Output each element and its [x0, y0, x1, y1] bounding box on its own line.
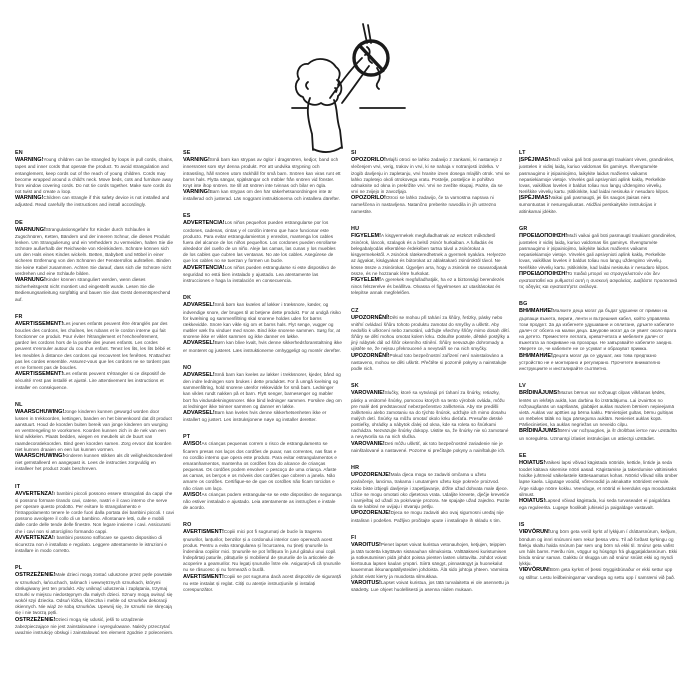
warning-paragraph-2: [183, 492, 342, 512]
warning-text: Lapsed võivad kägistada, kui seda turvaseadet ei paigaldata ega reguleerita. Lugege hoolikalt juhiseid ja paigaldage vastavalt.: [519, 497, 671, 511]
warning-label: BRĪDINĀJUMS!: [519, 428, 560, 435]
language-code: EN: [15, 150, 23, 156]
warning-text: Små barn kan strypas av öglor i dragsnören, kedjor, band och innersnöret som styr denna produkt. För att undvika strypning och intrassling, håll snören utom räckhåll för små barn. Snören kan viras runt ett barns hals. Flytta sängar, spjälsängar och möbler från snören vid fönster. Knyt inte ihop snören. Se till att snören inte tvinnas och bilar en ögla.: [183, 157, 341, 188]
warning-label: WAARSCHUWING!: [15, 408, 65, 415]
warning-paragraph-2: [351, 510, 510, 524]
warning-paragraph-1: [183, 157, 342, 189]
language-code: ES: [183, 213, 191, 220]
warning-block-no: [183, 365, 342, 424]
warning-text: Mazus bērnus var nožņaugt cilpas vilkšanas ķēdēs, lentēs un iekšējā auklā, kas darbina šo izstrādājumu. Lai izvairītos no nožņaugšanās un sapīšanās, glabājiet auklas maziem bērniem nepieejamā vietā. Auklas var aptīties ap bērna kaklu. Pārvietojiet gultas, bērnu gultiņas un mēbeles tālāk no logu pārseguma auklām. Nesieniet auklas kopā. Pārliecinieties, ka auklas negriežas un neveido cilpu.: [519, 390, 675, 428]
warning-block-nl: [15, 402, 174, 473]
warning-block-fr: [15, 314, 174, 391]
warning-paragraph-1: [15, 572, 174, 616]
strangulation-hazard-illustration: [250, 0, 500, 160]
warning-label: BRĪDINĀJUMS!: [519, 390, 560, 397]
warning-label: VAROVANIE!: [351, 440, 385, 447]
warning-label: UPOZORNĚNÍ!: [351, 352, 390, 359]
warning-paragraph-2: [15, 453, 174, 473]
column-2: [183, 150, 342, 647]
warning-text: Små børn kan kvæles af løkker i træksnore, kæder, og indvendige snore, der bruges til at betjene dette produkt. For at undgå risiko for kvælning og sammenfiltring skal snorene holdes uden for børns rækkevidde. Snore kan vikle sig om et barns hals. Flyt senge, vugger og møbler væk fra vinduer med snore. Bind ikke snorene sammen. Sørg for, at snorene ikke er viklet sammen og ikke danner en løkke.: [183, 302, 341, 340]
warning-text: Deti môžu uškrtiť, ak toto bezpečnostné zariadenie nie je nainštalované a nastavené. Pozorne si prečítajte pokyny a nainštalujte ich.: [351, 440, 506, 453]
warning-label: OSTRZEŻENIE!: [15, 616, 56, 623]
warning-text: Children can strangle if this safety device is not installed and adjusted. Read carefully the instructions and install accordingly.: [15, 195, 170, 208]
language-code: IS: [519, 522, 525, 529]
warning-paragraph-1: [519, 157, 678, 195]
warning-text: Mala djeca mogu se zadaviti omčama u užetu povlačenje, lancima, trakama i unutarnjem užetu koje pokreće proizvod. Kako biste izbjegli davljenje i zapetljavanje, držite užad dohvata male djece. Užice se mogu omotati oko djetetova vrata. Udaljite krevete, dječje krevetiće i namještaj od užadi za pokrivanje prozora. Ne spajajte užad zajedno. Pazite da se kablovi ne uvijaju i stvaraju petlju.: [351, 472, 510, 510]
warning-text: Lapset voivat kuristua, jos tätä turvalaitetta ei ole asennettu ja säädetty. Lue ohjeet huolellisesti ja asenna niiden mukaan.: [351, 579, 509, 593]
warning-label: OPOZORILO!: [351, 195, 386, 202]
warning-paragraph-1: [519, 529, 678, 567]
warning-paragraph-2: [519, 428, 678, 442]
warning-label: ADVARSEL!: [183, 302, 215, 309]
warning-label: VAROITUS!: [351, 541, 381, 548]
warning-paragraph-1: [519, 460, 678, 498]
warning-text: Dzieci mogą się udusić, jeśli to urządzenie zabezpieczające nie jest zainstalowane i wyregulowane. Należy przeczytać uważnie instrukcję obsługi i zainstalować ten element zgodnie z poleceniem.: [15, 616, 174, 636]
warning-label: WARNUNG!: [15, 276, 46, 283]
language-code: PL: [15, 565, 23, 572]
warning-text: Les jeunes enfants peuvent être étranglés par des boucles des cordons, les chaînes, les rubans et le cordon interne qui fait fonctionner ce produit. Pour éviter l'étranglement et l'enchevêtrement, gardez les cordons hors de la portée des jeunes enfants. Les cordes peuvent s'enrouler autour du cou d'un enfant. Tenez les lits, les lits bébé et les meubles à distance des cordons qui recouvrent les fenêtres. N'attachez pas les cordes ensemble. Assurez-vous que les cordons ne se tordent pas et ne forment pas de boucles.: [15, 320, 171, 370]
warning-label: WARNUNG!: [15, 226, 46, 233]
warning-text: Vaikai gali pasmaugti, jei šis saugos įtaisas nėra sumontuotas ir nesureguliuotas. Atidžiai perskaitykite instrukcijas ir atitinkamai įdėkite.: [519, 195, 657, 214]
warning-label: ĮSPĖJIMAS!: [519, 157, 551, 163]
warning-label: ΠΡΟΕΙΔΟΠΟΙΗΣΗ!: [519, 270, 568, 277]
warning-paragraph-1: [519, 390, 678, 428]
prohibition-slash: [360, 46, 384, 71]
warning-block-dk: [183, 295, 342, 354]
column-4: [519, 150, 678, 647]
warning-label: HOIATUS!: [519, 497, 546, 504]
warning-label: ΠΡΟΕΙΔΟΠΟΙΗΣΗ!: [519, 232, 568, 239]
warning-block-hr: [351, 465, 510, 524]
warning-paragraph-2: [15, 277, 174, 303]
warning-label: ВНИМАНИЕ!: [519, 352, 553, 359]
warning-block-ee: [519, 453, 678, 512]
warning-block-it: [15, 484, 174, 555]
warning-text: As crianças pequenas correm o risco de estrangulamento se ficarem presas nos laços dos cordões de puxar, nas correntes, nas fitas e no cordão interno que opera este produto. Para evitar estrangulamentos e emaranhamentos, mantenha os cordões fora do alcance de crianças pequenas. Os cordões podem envolver o pescoço de uma criança. Afaste as camas, os berços e os móveis dos cordões que cobrem a janela. Não amarre os cordões. Certifique-se de que os cordões não ficam torcidos e não criam um laço.: [183, 441, 337, 491]
warning-block-ro: [183, 522, 342, 593]
warning-paragraph-2: [519, 498, 678, 512]
warning-text: A gyerekek megfulladhatják, ha ez a biztonsági berendezés nincs felszerelve és beállítva. Olvassa el figyelmesen az utasításokat és telepítse annak megfelelően.: [351, 276, 505, 296]
warning-block-de: [15, 220, 174, 303]
language-code: FI: [351, 534, 357, 541]
warning-text: As crianças podem estrangular-se se este dispositivo de segurança não estiver instalado e ajustado. Leia atentamente as instruções e instale de acordo.: [183, 491, 342, 511]
warning-block-lv: [519, 383, 678, 442]
column-1: [15, 150, 174, 647]
warning-text: Τα παιδιά μπορεί να στραγγαλιστούν εάν δεν εγκατασταθεί και ρυθμιστεί αυτή η συσκευή ασφαλείας. Διαβάστε προσεκτικά τις οδηγίες και εγκαταστήστε ανάλογα.: [519, 270, 678, 290]
language-code: DE: [15, 219, 23, 226]
warning-text: Barn kan kveles hvis denne sikkerhetsenheten ikke er installert og justert. Les instruksjonene nøye og installer deretter.: [183, 409, 327, 423]
hazard-figure-svg: [250, 0, 500, 160]
warning-block-hu: [351, 226, 510, 297]
language-code: NL: [15, 401, 23, 408]
warning-paragraph-2: [351, 277, 510, 297]
warning-paragraph-1: [183, 372, 342, 410]
warning-paragraph-1: [519, 233, 678, 271]
warning-paragraph-2: [15, 371, 174, 391]
warning-label: AVISO!: [183, 491, 202, 498]
warning-label: VAROITUS!: [351, 579, 381, 586]
warning-label: FIGYELEM!: [351, 232, 381, 239]
warning-text: Jonge kinderen kunnen gewurgd worden door lussen in trekkoorden, kettingen, banden en het binnenkoord dat dit product aanstuurt. Houd de koorden buiten bereik van jonge kinderen om wurging en verstrengeling te voorkomen. Koorden kunnen zich in de nek van een kind wikkelen. Plaats bedden, wiegen en meubels uit de buurt van raamdecoratiekoorden. Bind geen koorden samen. Zorg ervoor dat koorden niet kunnen draaien en een lus kunnen vormen.: [15, 408, 172, 452]
language-code: RO: [183, 522, 192, 529]
warning-text: Děti se mohou při tahání za šňůry, řetízky, pásky nebo vnitřní ovládací šňůru tohoto produktu zamotat do smyčky a uškrtit. Aby nedošlo k uškrcení nebo zamotání, udržujte všechny šňůry mimo dosah dětí. Šňůry se dětí mohou omotat kolem krku. Odsuňte postele, dětské postýlky a jiný nábytek dál od šňůr okenního stínění. Šňůry nesvazujte dohromady a ujistěte se, že nejsou překroucené a nevytváří se na nich smyčky.: [351, 314, 511, 352]
warning-block-bg: [519, 301, 678, 372]
warning-text: Mlajši otroci se lahko zadavijo z zankami, ki nastanejo z vlečenjem vrvi, verig, trakov in vrvi, ki se nahaja v notranjosti izdelka. V izogib davljenju in zapletanju, vrvi hranite izven dosega mlajših otrok. Vrvi se lahko zapletejo okoli otrokovega vratu. Postelje, posteljice in pohištvo odmaknite od okna in prekrižite vrvi. Vrvi ne zvežite skupaj. Pazite, da se vrvi ne zvijejo in zavozljajo.: [351, 157, 510, 194]
warning-block-cz: [351, 308, 510, 373]
warning-text: Väikesi lapsi võivad kägistada nööride, kettide, lintide ja seda toodet käitava sisemise nööri aasad. Kägistamise ja takerdumise vältimiseks hoidke juhtmeid väikelastele kättesaamatus kohas. Nöörid võivad silla ümber lapse kaela. Liigutage voodid, võrevoodid ja aknakatte nööridest eemale. Ärge siduge nööre kokku. Veenduge, et nöörid ei keerduks ega moodustaks silmust.: [519, 459, 678, 497]
language-code: EE: [519, 452, 527, 459]
warning-paragraph-1: [183, 302, 342, 340]
warning-text: A kisgyermekek megfulladhatnak az eszközt működtető zsinórok, láncok, szalagok és a belső zsinór hurkaiban. A fulladás és belegabalyodás elkerülése érdekében tartsa távol a zsinórokat a kisgyermekektől. A zsinórok rátekeredhetnek a gyermek nyakára. Helyezze az ágyakat, kiságyakat és bútorokat az ablaktakaró zsinóroktól távol. Ne kösse össze a zsinórokat. Ügyeljen arra, hogy a zsinórok ne csavarodjanak össze, és ne hozzanak létre hurkokat.: [351, 232, 508, 276]
warning-text: Ung börn geta verið kyrkt af lykkjum í dráttarsnúrum, keðjum, böndum og innri snúrunni sem rekur þessa vöru. Til að forðast kyrkingu og flækju skaltu halda snúrum þar sem ung börn ná ekki til. Snúrur geta vafist um háls barns. Færðu rúm, vöggur og húsgögn frá gluggatjaldasnúrum. Ekki binda snúrur saman. Gakktu úr skugga um að snúrur snúist ekki og myndi lykkju.: [519, 529, 678, 567]
child-ear: [306, 82, 308, 89]
warning-label: WARNING!: [15, 195, 44, 202]
warning-text: Los niños pequeños pueden estrangularse por los cordones, cadenas, cintas y el cordón interno que hace funcionar este producto. Para evitar estrangulamientos y enredos, mantenga los cables fuera del alcance de los niños pequeños. Los cordones pueden enrollarse alrededor del cuello de un niño. Aleje las camas, las cunas y los muebles de los cables que cubren las ventanas. No ate los cables. Asegúrese de que los cables no se tuerzan y formen un bucle.: [183, 220, 337, 264]
warning-label: AVERTISSEMENT!: [15, 320, 64, 327]
warning-label: AVVERTENZA!: [15, 490, 54, 497]
warning-label: UPOZORENJE!: [351, 472, 391, 479]
warning-paragraph-2: [351, 353, 510, 373]
language-code: SI: [351, 150, 357, 156]
warning-text: Young children can be strangled by loops in pull cords, chains, tapes and inner cords that operate the product. To avoid strangulation and entanglement, keep cords out of the reach of young children. Cords may become wrapped around a child's neck. Move beds, cots and furniture away from window covering cords. Do not tie cords together. Make sure cords do not twist and create a loop.: [15, 157, 174, 194]
warning-text: Les enfants peuvent s'étrangler si ce dispositif de sécurité n'est pas installé et ajusté. Lire attentivement les instructions et installer en conséquence.: [15, 371, 166, 390]
warning-label: VARNING!: [183, 188, 210, 195]
warning-text: Maži vaikai gali būti pasmaugti traukiant grandinėles, juosteles ir vidinį laidą, kuriuo valdomas šis gaminys. Išvengtumėte pasmaugimo ir įsipainiojimo, laikykite laidus mažiems vaikams nepasiekiamoje vietoje. Virvelės gali apsivynioti aplink kaklą. Perkelkite lovas, vaikiškas loveles ir baldus toliau nuo langų uždengimo virvelių. Neriškite virvelių kartu. Įsitikinkite, kad laidai nesisuka ir nesudaro kilpos.: [519, 232, 677, 270]
language-code: PT: [183, 434, 191, 441]
child-head: [296, 59, 342, 105]
warning-block-en: [15, 150, 174, 209]
warning-block-si: [351, 150, 510, 215]
child-torso: [308, 98, 342, 152]
language-code: NO: [183, 364, 192, 371]
warning-block-pl: [15, 565, 174, 636]
warning-text: Pienet lapset voivat kuristua vetonauhojen, ketjujen, teippien ja tätä tuotetta käyttävän sisänauhan silmukoista. Välttääksesi kuristumisen ja sotkeutumisen pidä johdot poissa pienten lasten ulottuvilta. Johdot voivat kiertoutua lapsen kaulan ympäri. Siirrä sängyt, pinnasängyt ja huonekalut kauemmas ikkunanpäällysteiden johdoista. Älä sido johtoja yhteen. Varmista johdot eivät kierry ja muodosta silmukkaa.: [351, 541, 509, 579]
warning-paragraph-2: [351, 195, 510, 215]
warning-paragraph-1: [351, 157, 510, 195]
warning-label: FIGYELEM!: [351, 276, 381, 283]
warning-text: Otroci se lahko zadavijo, če ta varnostna naprava ni nameščena in nastavljena. Natančno preberite navodila in jih ustrezno namestite.: [351, 195, 497, 214]
warning-text: Kinderen kunnen stikken als dit veiligheidsonderdeel niet geïnstalleerd en aangepast is. Lees de instructies zorgvuldig en installeer het product zoals beschreven.: [15, 452, 173, 472]
warning-paragraph-2: [519, 353, 678, 373]
warning-paragraph-2: [183, 410, 342, 424]
warning-paragraph-1: [351, 390, 510, 440]
warning-label: UPOZORENJE!: [351, 510, 391, 517]
warning-text: Börn geta kyrkst ef þessi öryggisbúnaður er ekki settur upp og stilltur. Lestu leiðbeiningarnar vandlega og settu upp í samræmi við það.: [519, 567, 676, 580]
warning-paragraph-2: [519, 195, 678, 215]
warning-text: Bērni var nožņaugties, ja šī drošības ierīce nav uzstādīta un noregulēta. Uzmanīgi izlasiet instrukcijas un attiecīgi uzstādiet.: [519, 428, 677, 441]
warning-block-sk: [351, 383, 510, 454]
warning-label: AVERTISMENT!: [183, 573, 224, 580]
language-code: DK: [183, 295, 192, 302]
language-code: HU: [351, 225, 360, 232]
language-code: LT: [519, 150, 526, 156]
warning-paragraph-2: [519, 567, 678, 581]
warning-text: Børn kan blive kvalt, hvis denne sikkerhedsforanstaltning ikke er monteret og justeret. Læs instruktionerne omhyggeligt og montér derefter.: [183, 340, 342, 353]
warning-text: Maži vaikai gali būti pasmaugti traukiant virves, grandinėles, juosteles ir vidinį laidą, kuriuo valdomas šis gaminys. Išvengtumėte pasmaugimo ir įsipainiojimo, laikykite laidus mažiems vaikams nepasiekiamoje vietoje. Virvelės gali apsivynioti aplink kaklą. Perkelkite lovas, vaikiškas loveles ir baldus toliau nuo langų uždengimo virvelių. Neriškite virvelių kartu. Įsitikinkite, kad laidai nesisuka ir nesudaro kilpos.: [519, 157, 675, 194]
warning-text: Los niños pueden estrangularse si este dispositivo de seguridad no está bien instalado y ajustado. Lea atentamente las instrucciones e haga la instalación en consecuencia.: [183, 264, 336, 284]
warning-paragraph-1: [351, 233, 510, 277]
warning-paragraph-1: [15, 227, 174, 277]
warning-label: ADVERTENCIA!: [183, 264, 225, 271]
warning-paragraph-2: [183, 340, 342, 354]
language-code: SE: [183, 150, 191, 156]
warning-block-se: [183, 150, 342, 202]
warning-text: Strangulationsgefahr für Kinder durch Schlaufen in Zugschnüren, Ketten, Bändern und der inneren Schnur, die dieses Produkt lenken. Um Strangulierung und ein Verheddern zu vermeiden, halten Sie die Schnüre außerhalb der Reichweite von Kleinkindern. Schnüre können sich um den Hals eines Kindes wickeln. Betten, Babybett und Möbel in einer sicheren Entfernung von den Schnüren der Fensterrollos aufstellen. Binden Sie keine Kabel zusammen. Achten Sie darauf, dass sich die Schnüre nicht verdrehen und eine Schlaufe bilden.: [15, 226, 174, 276]
warning-paragraph-1: [15, 409, 174, 453]
warning-label: AVISO!: [183, 441, 202, 448]
warning-paragraph-1: [351, 472, 510, 510]
warning-text: Barn kan strypas om den här säkerhetsanordningen inte är installerad och justerad. Läs noggrant instruktionerna och installera därefter.: [183, 188, 340, 202]
warning-label: ADVERTENCIA!: [183, 220, 225, 227]
language-code: HR: [351, 465, 360, 472]
warning-text: I bambini piccoli possono essere strangolati da cappi che si possono formare tirando cavi, catene, nastri e il cavo interno che serve per operare questo prodotto. Per evitare lo strangolamento e l'intrappolamento tenere le corde fuori dalla portata dei bambini piccoli. I cavi possono avvolgere il collo di un bambino. Allontanare letti, culle e mobili dalle corde delle tende delle finestre. Non legare insieme i cavi. Assicurarsi che i cavi non si attorciglino formando cappi.: [15, 490, 174, 534]
warning-text: Децата могат да се удушат, ако това предпазно устройство не е монтирано и регулирано. Прочетете внимателно инструкциите и инсталирайте съответно.: [519, 352, 661, 372]
warning-paragraph-1: [15, 491, 174, 535]
warning-label: VIÐVÖRUN!: [519, 529, 550, 536]
warning-label: VIÐVÖRUN!: [519, 567, 550, 574]
warning-label: AVVERTENZA!: [15, 534, 54, 541]
warning-paragraph-1: [351, 315, 510, 353]
warning-label: ADVARSEL!: [183, 340, 215, 347]
warning-paragraph-2: [183, 189, 342, 203]
warning-text: Kinder können stranguliert werden, wenn dieses Sicherheitsgerät nicht montiert und eingestellt wurde. Lesen Sie die Bedienungsanleitung sorgfältig und bauen Sie das Gerät dementsprechend auf.: [15, 276, 171, 302]
warning-label: ADVARSEL!: [183, 371, 215, 378]
warning-paragraph-2: [183, 574, 342, 594]
warning-paragraph-2: [15, 195, 174, 209]
warning-label: AVERTISSEMENT!: [15, 371, 64, 378]
warning-paragraph-2: [15, 617, 174, 637]
language-code: CZ: [351, 307, 359, 314]
warning-block-lt: [519, 150, 678, 215]
warning-label: HOIATUS!: [519, 459, 546, 466]
warning-paragraph-1: [183, 220, 342, 264]
warning-paragraph-2: [15, 535, 174, 555]
warning-paragraph-2: [183, 265, 342, 285]
language-code: IT: [15, 483, 21, 490]
warning-paragraph-1: [183, 529, 342, 573]
language-code: SK: [351, 383, 359, 390]
warning-text: Små barn kan kveles av løkker i trekksnorer, kjeder, bånd og den indre ledningen som brukes i dette produktet. For å unngå kvelning og sammenfiltring, hold snorene utenfor rekkevidde for små barn. Ledninger kan vikles rundt nakken på et barn. Flytt senger, barnesenger og møbler bort fra vindusdekningssnorer. Ikke bind ledninger sammen. Forsikre deg om at ledninger ikke tvinner sammen og danner en løkke.: [183, 371, 342, 409]
language-code: LV: [519, 383, 526, 390]
warning-label: AVERTISMENT!: [183, 529, 224, 536]
warning-block-es: [183, 213, 342, 284]
warning-label: ВНИМАНИЕ!: [519, 308, 553, 315]
warning-paragraph-1: [519, 308, 678, 352]
warning-paragraph-2: [519, 271, 678, 291]
warning-text: Pokud toto bezpečnostní zařízení není nainstalováno a nastaveno, mohou se děti uškrtit. Přečtěte si pozorně pokyny a nainstalujte podle nich.: [351, 352, 507, 372]
warning-label: ĮSPĖJIMAS!: [519, 195, 551, 202]
warning-paragraph-1: [183, 441, 342, 491]
warning-text: Slučky, ktoré sa vytvárajú pri ťahaní za šnúrky, retiazky, pásky a vnútorné šnúrky, pomocou ktorých sa tento výrobok ovláda, môžu pre malé deti predstavovať nebezpečenstvo zaškrtenia. Aby ste predišli zaškrteniu alebo zamotaniu sa do týchto šnúrok, udržujte ich mimo dosahu malých detí. Šnúrky sa môžu omotať okolo krku dieťaťa. Presuňte detské postieľky, ohrádky a nábytok ďalej od okna, kde sa roleta so šnúrkami nachádza. Nezväzujte šnúrky dokopy. Uistite sa, že šnúrky nie sú zamotané a nevytvorila sa na nich slučka.: [351, 390, 509, 440]
warning-paragraph-1: [15, 157, 174, 195]
warning-text: Copiii mici pot fi sugrumați de bucle la tragerea șnururilor, lanțurilor, benzilor și a cordonului interior care operează acest produs. Pentru a evita strangularea și încurcarea, nu țineți șnururile la îndemâna copiilor mici. Șnururile se pot înfășura în jurul gâtului unui copil. Îndepărtați paturile, pătuțurile și mobilierul de șnururile de la articolele de acoperire a geamurilor. Nu legați șnururile între ele. Asigurați-vă că șnururile nu se răsucesc și nu formează o buclă.: [183, 529, 341, 573]
warning-paragraph-2: [351, 580, 510, 594]
warning-text: Copiii se pot sugruma dacă acest dispozitiv de siguranță nu este instalat și reglat. Citiți cu atenție instrucțiunile și instalați corespunzător.: [183, 573, 341, 593]
language-code: FR: [15, 313, 23, 320]
language-code: GR: [519, 225, 528, 232]
warning-label: UPOZORNĚNÍ!: [351, 314, 390, 321]
warning-label: WAARSCHUWING!: [15, 452, 65, 459]
warning-label: VARNING!: [183, 157, 210, 163]
warning-block-fi: [351, 535, 510, 594]
warning-text: I bambini possono soffocare se questo dispositivo di sicurezza non è installato e regolato. Leggere attentamente le istruzioni e installare in modo corretto.: [15, 534, 167, 554]
warning-label: VAROVANIE!: [351, 390, 385, 397]
warning-block-pt: [183, 434, 342, 511]
warning-text: Małe dzieci mogą zostać uduszone przez pętle powstałe w sznurkach, łańcuchach, taśmach i wewnętrznych sznurkach, którymi obsługiwany jest ten produkt. Aby uniknąć uduszenia i zaplątania, trzymaj sznurki w miejscu niedostępnym dla małych dzieci. Sznury mogą owinąć się wokół szyi dziecka. Odsuń łóżka, łóżeczka i meble od sznurków dekoracji okiennych. Nie wiąż ze sobą sznurków. Upewnij się, że sznurki nie skręcają się i nie tworzą pętli.: [15, 572, 173, 616]
warning-label: OPOZORILO!: [351, 157, 386, 163]
warning-paragraph-1: [351, 542, 510, 580]
column-3: [351, 150, 510, 647]
warning-paragraph-1: [15, 321, 174, 371]
warning-paragraph-2: [351, 441, 510, 455]
language-warning-columns: [15, 150, 678, 647]
language-code: BG: [519, 301, 528, 308]
warning-label: ADVARSEL!: [183, 409, 215, 416]
warning-text: Малките деца могат да бъдат удушени от примки на дърпащи въжета, вериги, ленти и вътрешния кабел, който управлява този продукт. За да избегнете удушаване и оплитане, дръжте кабелите далеч от обсега на малки деца. Шнурове могат да се увият около врата на детето. Преместете леглата, креватчетата и мебелите далеч от въжетата за покриване на прозорци. Не завързвайте кабелите заедно. Уверете се, че кабелите не се усукват и образуват примка.: [519, 308, 677, 352]
warning-block-is: [519, 522, 678, 581]
child-raised-arm: [330, 58, 369, 103]
warning-label: OSTRZEŻENIE!: [15, 572, 56, 579]
warning-label: WARNING!: [15, 157, 44, 163]
warning-block-gr: [519, 226, 678, 291]
warning-text: Djeca se mogu zadaviti ako ovaj sigurnosni uređaj nije instaliran i podešen. Pažljivo pročitajte upute i instalirajte ih skladu s tim.: [351, 510, 504, 523]
